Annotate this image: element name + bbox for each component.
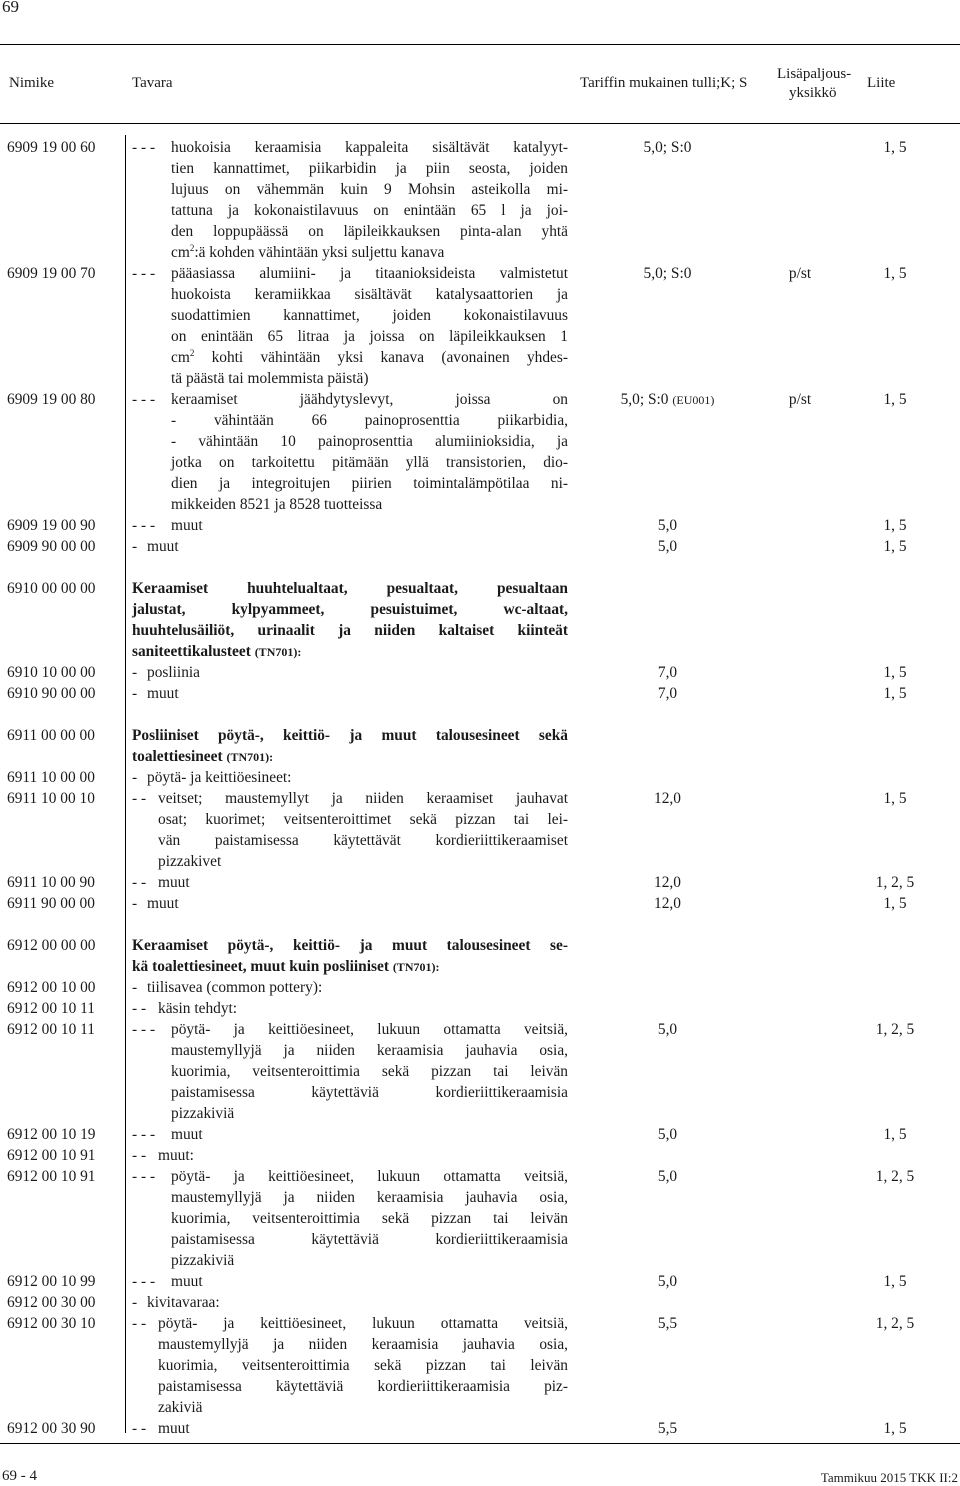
description-line: lujuus on vähemmän kuin 9 Mohsin asteikolla mi- (171, 181, 568, 198)
row-dash: - - - (132, 265, 156, 282)
row-dash: - (132, 895, 138, 912)
description-line: huokoisia keraamisia kappaleita sisältävät katalyyt- (171, 139, 568, 156)
row-liite: 1, 5 (883, 685, 907, 702)
description-line: mikkeiden 8521 ja 8528 tuotteissa (171, 496, 383, 513)
row-dash: - - - (132, 517, 156, 534)
tulli-value: 5,0 (657, 517, 678, 534)
description-line: osat; kuorimet; veitsenteroittimet sekä pizzan tai lei- (158, 811, 568, 828)
description-line: maustemyllyjä ja niiden keraamisia jauhavia osia, (158, 1336, 568, 1353)
row-description (171, 1166, 568, 1271)
row-dash: - - - (132, 1168, 156, 1185)
description-line: pöytä- ja keittiöesineet: (147, 769, 292, 786)
description-line: muut (158, 1420, 190, 1437)
row-code: 6909 90 00 00 (7, 538, 96, 555)
row-code: 6911 00 00 00 (7, 727, 95, 744)
header-tavara: Tavara (132, 75, 173, 91)
description-line: jalustat, kylpyammeet, pesuistuimet, wc-altaat, (132, 601, 568, 618)
description-line: kuorimia, veitsenteroittimia sekä pizzan tai leivän (171, 1210, 568, 1227)
description-line: maustemyllyjä ja niiden keraamisia jauhavia osia, (171, 1189, 568, 1206)
row-description (132, 725, 568, 768)
row-note: (TN701): (226, 750, 274, 764)
row-code: 6909 19 00 80 (7, 391, 96, 408)
header-lisa-2: yksikkö (789, 85, 837, 101)
row-description (147, 683, 568, 704)
row-unit: p/st (788, 391, 812, 408)
row-tulli (575, 683, 760, 704)
tulli-value: 5,0 (657, 538, 678, 555)
row-liite: 1, 5 (883, 790, 907, 807)
row-dash: - (132, 1294, 138, 1311)
description-line: Keraamiset huuhtelualtaat, pesualtaat, pesualtaan (132, 580, 568, 597)
row-description (171, 389, 568, 515)
description-line: muut (147, 685, 179, 702)
tulli-value: 5,0 (657, 1126, 678, 1143)
row-dash: - - - (132, 1021, 156, 1038)
description-line: dien ja integroitujen piirien toimintalämpötilaa ni- (171, 475, 568, 492)
description-line: pöytä- ja keittiöesineet, lukuun ottamatta veitsiä, (158, 1315, 568, 1332)
description-line: muut (171, 1273, 203, 1290)
row-code: 6909 19 00 90 (7, 517, 96, 534)
description-line: on enintään 65 litraa ja joissa on läpileikkauksen 1 (171, 328, 568, 345)
description-line: Posliiniset pöytä-, keittiö- ja muut talousesineet sekä (132, 727, 568, 744)
tulli-value: 7,0 (657, 685, 678, 702)
row-description (147, 1292, 568, 1313)
row-liite: 1, 2, 5 (875, 1021, 915, 1038)
description-line: suodattimien kannattimet, joiden kokonaistilavuus (171, 307, 568, 324)
row-code: 6910 90 00 00 (7, 685, 96, 702)
row-description (171, 1271, 568, 1292)
row-dash: - - - (132, 1126, 156, 1143)
row-code: 6912 00 10 99 (7, 1273, 96, 1290)
description-line: paistamisessa käytettäviä kordieriittikeraamisia piz- (158, 1378, 568, 1395)
row-dash: - - (132, 1315, 147, 1332)
row-description (147, 662, 568, 683)
row-description (158, 1418, 568, 1439)
description-line: muut (171, 517, 203, 534)
description-line: saniteettikalusteet (TN701): (132, 643, 302, 660)
description-line: posliinia (147, 664, 201, 681)
row-tulli (575, 1124, 760, 1145)
description-line: Keraamiset pöytä-, keittiö- ja muut talousesineet se- (132, 937, 568, 954)
row-code: 6909 19 00 70 (7, 265, 96, 282)
row-dash: - (132, 685, 138, 702)
row-dash: - - (132, 874, 147, 891)
row-tulli (575, 1313, 760, 1334)
row-dash: - (132, 538, 138, 555)
row-liite: 1, 5 (883, 517, 907, 534)
tulli-note: (EU001) (672, 393, 715, 407)
header-nimike: Nimike (9, 75, 54, 91)
row-liite: 1, 2, 5 (875, 874, 915, 891)
row-note: (TN701): (254, 645, 302, 659)
description-line: pizzakiviä (171, 1105, 235, 1122)
page-number: 69 - 4 (2, 1468, 37, 1484)
tulli-value: 12,0 (654, 895, 681, 912)
row-tulli (575, 515, 760, 536)
tulli-value: 7,0 (657, 664, 678, 681)
row-description (147, 767, 568, 788)
row-dash: - (132, 769, 138, 786)
footer-rule (0, 1443, 960, 1444)
description-line: zakiviä (158, 1399, 203, 1416)
tulli-value: 12,0 (654, 790, 681, 807)
row-description (171, 1019, 568, 1124)
row-dash: - - - (132, 1273, 156, 1290)
row-tulli (575, 893, 760, 914)
description-line: käsin tehdyt: (158, 1000, 238, 1017)
row-liite: 1, 5 (883, 1273, 907, 1290)
column-divider (125, 135, 126, 1433)
row-description (158, 1313, 568, 1418)
description-line: $cm^2$ kohti vähintään yksi kanava (avonainen yhdes- (171, 348, 568, 366)
row-liite: 1, 5 (883, 391, 907, 408)
description-line: pöytä- ja keittiöesineet, lukuun ottamatta veitsiä, (171, 1168, 568, 1185)
description-line: muut (171, 1126, 203, 1143)
description-line: veitset; maustemyllyt ja niiden keraamiset jauhavat (158, 790, 568, 807)
row-code: 6912 00 30 90 (7, 1420, 96, 1437)
row-code: 6912 00 10 91 (7, 1147, 96, 1164)
row-code: 6912 00 10 11 (7, 1021, 95, 1038)
description-line: tattuna ja kokonaistilavuus on enintään 65 l ja joi- (171, 202, 568, 219)
description-line: kä toalettiesineet, muut kuin posliiniset (TN701): (132, 958, 440, 975)
row-description (158, 998, 568, 1019)
table-header (0, 44, 960, 124)
row-liite: 1, 5 (883, 265, 907, 282)
row-dash: - (132, 979, 138, 996)
row-tulli (575, 662, 760, 683)
tulli-value: 5,5 (657, 1315, 678, 1332)
description-line: muut (158, 874, 190, 891)
row-liite: 1, 5 (883, 895, 907, 912)
row-tulli (575, 137, 760, 158)
row-tulli (575, 1271, 760, 1292)
row-code: 6912 00 00 00 (7, 937, 96, 954)
description-line: muut (147, 538, 179, 555)
header-lisa-1: Lisäpaljous- (777, 66, 852, 82)
row-tulli (575, 263, 760, 284)
row-code: 6912 00 30 00 (7, 1294, 96, 1311)
row-note: (TN701): (392, 960, 440, 974)
row-description (158, 1145, 568, 1166)
description-line: den loppupäässä on läpileikkauksen pinta-alan yhtä (171, 223, 568, 240)
row-description (132, 578, 568, 663)
tulli-value: 5,0 (657, 1168, 678, 1185)
description-line: muut (147, 895, 179, 912)
row-code: 6912 00 30 10 (7, 1315, 96, 1332)
tulli-value: 12,0 (654, 874, 681, 891)
description-line: toalettiesineet (TN701): (132, 748, 274, 765)
description-line: huokoista keramiikkaa sisältävät katalysaattorien ja (171, 286, 568, 303)
description-line: muut: (158, 1147, 194, 1164)
row-liite: 1, 5 (883, 538, 907, 555)
row-code: 6912 00 10 11 (7, 1000, 95, 1017)
description-line: $cm^2:ä$ kohden vähintään yksi suljettu kanava (171, 243, 445, 261)
row-code: 6910 10 00 00 (7, 664, 96, 681)
edition-label: Tammikuu 2015 TKK II:2 (820, 1470, 958, 1485)
row-liite: 1, 5 (883, 1420, 907, 1437)
row-code: 6911 10 00 00 (7, 769, 95, 786)
row-description (147, 977, 568, 998)
tulli-value: 5,0 (657, 1021, 678, 1038)
description-line: huuhtelusäiliöt, urinaalit ja niiden kaltaiset kiinteät (132, 622, 568, 639)
row-code: 6911 10 00 10 (7, 790, 95, 807)
description-line: kuorimia, veitsenteroittimia sekä pizzan tai leivän (158, 1357, 568, 1374)
tulli-value: 5,5 (657, 1420, 678, 1437)
row-tulli (575, 1166, 760, 1187)
row-tulli (575, 788, 760, 809)
row-code: 6909 19 00 60 (7, 139, 96, 156)
description-line: tien kannattimet, piikarbidin ja piin seosta, joiden (171, 160, 568, 177)
row-dash: - - (132, 1000, 147, 1017)
row-code: 6912 00 10 91 (7, 1168, 96, 1185)
row-dash: - - - (132, 391, 156, 408)
tulli-value: 5,0; S:0 (643, 265, 692, 282)
chapter-number: 69 (2, 0, 19, 16)
row-tulli (575, 536, 760, 557)
description-line: kuorimia, veitsenteroittimia sekä pizzan tai leivän (171, 1063, 568, 1080)
row-dash: - (132, 664, 138, 681)
description-line: pääasiassa alumiini- ja titaanioksideista valmistetut (171, 265, 568, 282)
row-liite: 1, 5 (883, 1126, 907, 1143)
row-description (147, 893, 568, 914)
description-line: tiilisavea (common pottery): (147, 979, 323, 996)
description-line: pizzakiviä (171, 1252, 235, 1269)
row-description (147, 536, 568, 557)
row-dash: - - (132, 1147, 147, 1164)
header-liite: Liite (867, 75, 896, 91)
tulli-value: 5,0; S:0 (620, 391, 669, 408)
row-tulli (575, 1019, 760, 1040)
description-line: - vähintään 10 painoprosenttia alumiinioksidia, ja (171, 433, 568, 450)
row-liite: 1, 5 (883, 139, 907, 156)
row-dash: - - (132, 790, 147, 807)
description-line: - vähintään 66 painoprosenttia piikarbidia, (171, 412, 568, 429)
row-liite: 1, 2, 5 (875, 1168, 915, 1185)
row-code: 6912 00 10 00 (7, 979, 96, 996)
row-description (158, 872, 568, 893)
description-line: jotka on tarkoitettu pitämään yllä transistorien, dio- (171, 454, 568, 471)
row-code: 6911 90 00 00 (7, 895, 95, 912)
description-line: kivitavaraa: (147, 1294, 220, 1311)
row-description (171, 515, 568, 536)
description-line: pöytä- ja keittiöesineet, lukuun ottamatta veitsiä, (171, 1021, 568, 1038)
row-dash: - - (132, 1420, 147, 1437)
row-description (171, 137, 568, 263)
row-liite: 1, 5 (883, 664, 907, 681)
row-description (132, 935, 568, 978)
description-line: paistamisessa käytettäviä kordieriittikeraamisia (171, 1084, 568, 1101)
tulli-value: 5,0 (657, 1273, 678, 1290)
row-liite: 1, 2, 5 (875, 1315, 915, 1332)
row-description (171, 263, 568, 389)
tulli-value: 5,0; S:0 (643, 139, 692, 156)
row-description (158, 788, 568, 872)
description-line: vän paistamisessa käytettävät kordieriittikeraamiset (158, 832, 568, 849)
row-code: 6912 00 10 19 (7, 1126, 96, 1143)
header-tulli: Tariffin mukainen tulli;K; S (580, 75, 748, 91)
description-line: tä päästä tai molemmista päistä) (171, 370, 369, 387)
row-unit: p/st (788, 265, 812, 282)
description-line: maustemyllyjä ja niiden keraamisia jauhavia osia, (171, 1042, 568, 1059)
description-line: paistamisessa käytettäviä kordieriittikeraamisia (171, 1231, 568, 1248)
row-code: 6911 10 00 90 (7, 874, 95, 891)
description-line: pizzakivet (158, 853, 222, 870)
row-tulli (575, 1418, 760, 1439)
row-tulli (575, 389, 760, 411)
row-dash: - - - (132, 139, 156, 156)
row-tulli (575, 872, 760, 893)
row-description (171, 1124, 568, 1145)
row-code: 6910 00 00 00 (7, 580, 96, 597)
description-line: keraamiset jäähdytyslevyt, joissa on (171, 391, 568, 408)
